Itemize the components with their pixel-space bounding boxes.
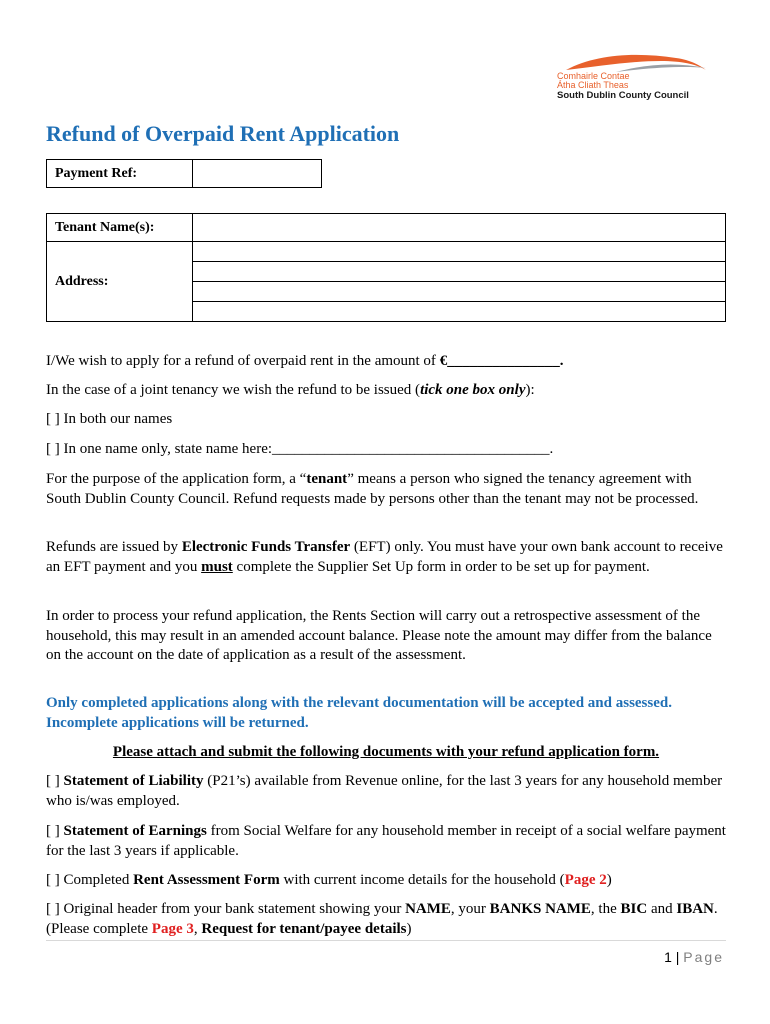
footer-divider bbox=[46, 940, 726, 941]
tenant-term: tenant bbox=[306, 471, 348, 487]
doc-item-bank-statement bbox=[46, 900, 726, 939]
completed-applications-notice bbox=[46, 694, 726, 733]
amount-blank: €_______________. bbox=[439, 353, 564, 369]
text: , the bbox=[590, 901, 621, 917]
amount-line bbox=[46, 352, 726, 372]
doc-item-earnings bbox=[46, 822, 726, 861]
logo-line-irish-1: Comhairle Contae bbox=[557, 71, 630, 81]
checkbox[interactable]: [ ] bbox=[46, 773, 64, 789]
payment-ref-label: Payment Ref: bbox=[47, 160, 193, 188]
page-word: Page bbox=[683, 949, 724, 965]
joint-text: In the case of a joint tenancy we wish the refund to be issued ( bbox=[46, 382, 421, 398]
process-paragraph bbox=[46, 607, 726, 666]
text: For the purpose of the application form, a “ bbox=[46, 471, 307, 487]
doc-title: Rent Assessment Form bbox=[133, 872, 280, 888]
checkbox-text[interactable]: [ ] Original header from your bank statement showing your bbox=[46, 901, 406, 917]
text: with current income details for the household ( bbox=[279, 872, 565, 888]
option-both-names-label: [ ] In both our names bbox=[46, 411, 173, 427]
text: ” means a person who signed the tenancy agreement with South Dublin County Council. Refund requests made by persons other than the tenant may not be processed. bbox=[46, 471, 699, 507]
address-line-field[interactable] bbox=[193, 302, 726, 322]
text: Refunds are issued by bbox=[46, 539, 182, 555]
doc-item-liability bbox=[46, 772, 726, 811]
text: ) bbox=[606, 872, 612, 888]
attach-heading bbox=[46, 743, 726, 763]
tenant-details-table bbox=[46, 213, 726, 322]
option-both-names[interactable] bbox=[46, 410, 726, 430]
option-one-name-label: [ ] In one name only, state name here:_____________________________________. bbox=[46, 441, 554, 457]
option-one-name[interactable] bbox=[46, 440, 726, 460]
text: . (Please complete bbox=[46, 901, 718, 937]
logo-line-irish-2: Átha Cliath Theas bbox=[557, 80, 629, 90]
must-emphasis: must bbox=[201, 558, 233, 575]
eft-term: Electronic Funds Transfer bbox=[181, 539, 351, 555]
page-reference: Page 3 bbox=[151, 920, 194, 937]
tenant-name-label: Tenant Name(s): bbox=[47, 214, 193, 242]
council-logo bbox=[556, 52, 716, 102]
text: complete the Supplier Set Up form in order to be set up for payment. bbox=[232, 558, 650, 575]
page-title: Refund of Overpaid Rent Application bbox=[46, 121, 400, 146]
joint-emphasis: tick one box only bbox=[420, 382, 526, 398]
text: and bbox=[647, 901, 677, 917]
address-line-field[interactable] bbox=[193, 242, 726, 262]
payment-ref-table bbox=[46, 159, 322, 188]
page-reference: Page 2 bbox=[564, 872, 607, 888]
eft-paragraph bbox=[46, 538, 726, 577]
page-footer bbox=[664, 949, 724, 965]
text: (EFT) only. You must have your own bank account to receive an EFT payment and you bbox=[46, 539, 723, 575]
address-line-field[interactable] bbox=[193, 282, 726, 302]
text: , your bbox=[450, 901, 490, 917]
doc-title: Statement of Earnings bbox=[63, 823, 207, 839]
attach-heading-text: Please attach and submit the following documents with your refund application form. bbox=[112, 744, 660, 760]
checkbox-text[interactable]: [ ] Completed bbox=[46, 872, 134, 888]
logo-line-english: South Dublin County Council bbox=[557, 90, 689, 101]
payment-ref-field[interactable] bbox=[193, 160, 322, 188]
emphasis: BIC bbox=[620, 901, 648, 917]
completed-applications-text: Only completed applications along with the relevant documentation will be accepted and assessed. Incomplete applications will be returned. bbox=[46, 695, 672, 731]
address-line-field[interactable] bbox=[193, 262, 726, 282]
tenant-name-field[interactable] bbox=[193, 214, 726, 242]
doc-item-rent-assessment bbox=[46, 871, 726, 891]
checkbox[interactable]: [ ] bbox=[46, 823, 64, 839]
emphasis: NAME bbox=[405, 901, 451, 917]
address-label: Address: bbox=[47, 242, 193, 322]
amount-text: I/We wish to apply for a refund of overpaid rent in the amount of bbox=[46, 353, 440, 369]
page-number: 1 bbox=[664, 949, 672, 965]
text: , bbox=[193, 920, 202, 937]
text: (P21’s) available from Revenue online, for the last 3 years for any household member who is/was employed. bbox=[46, 773, 723, 809]
joint-text-end: ): bbox=[525, 382, 535, 398]
joint-tenancy-line bbox=[46, 381, 726, 401]
text: ) bbox=[406, 920, 412, 937]
text: from Social Welfare for any household member in receipt of a social welfare payment for the last 3 years if applicable. bbox=[46, 823, 726, 859]
emphasis: IBAN bbox=[676, 901, 714, 917]
tenant-definition-paragraph bbox=[46, 470, 726, 509]
process-text: In order to process your refund application, the Rents Section will carry out a retrospective assessment of the household, this may result in an amended account balance. Please note the amount may differ from the balance on the account on the date of application as a result of the assessment. bbox=[46, 608, 712, 663]
emphasis: Request for tenant/payee details bbox=[201, 920, 407, 937]
doc-title: Statement of Liability bbox=[63, 773, 204, 789]
emphasis: BANKS NAME bbox=[489, 901, 591, 917]
footer-separator: | bbox=[671, 949, 684, 965]
